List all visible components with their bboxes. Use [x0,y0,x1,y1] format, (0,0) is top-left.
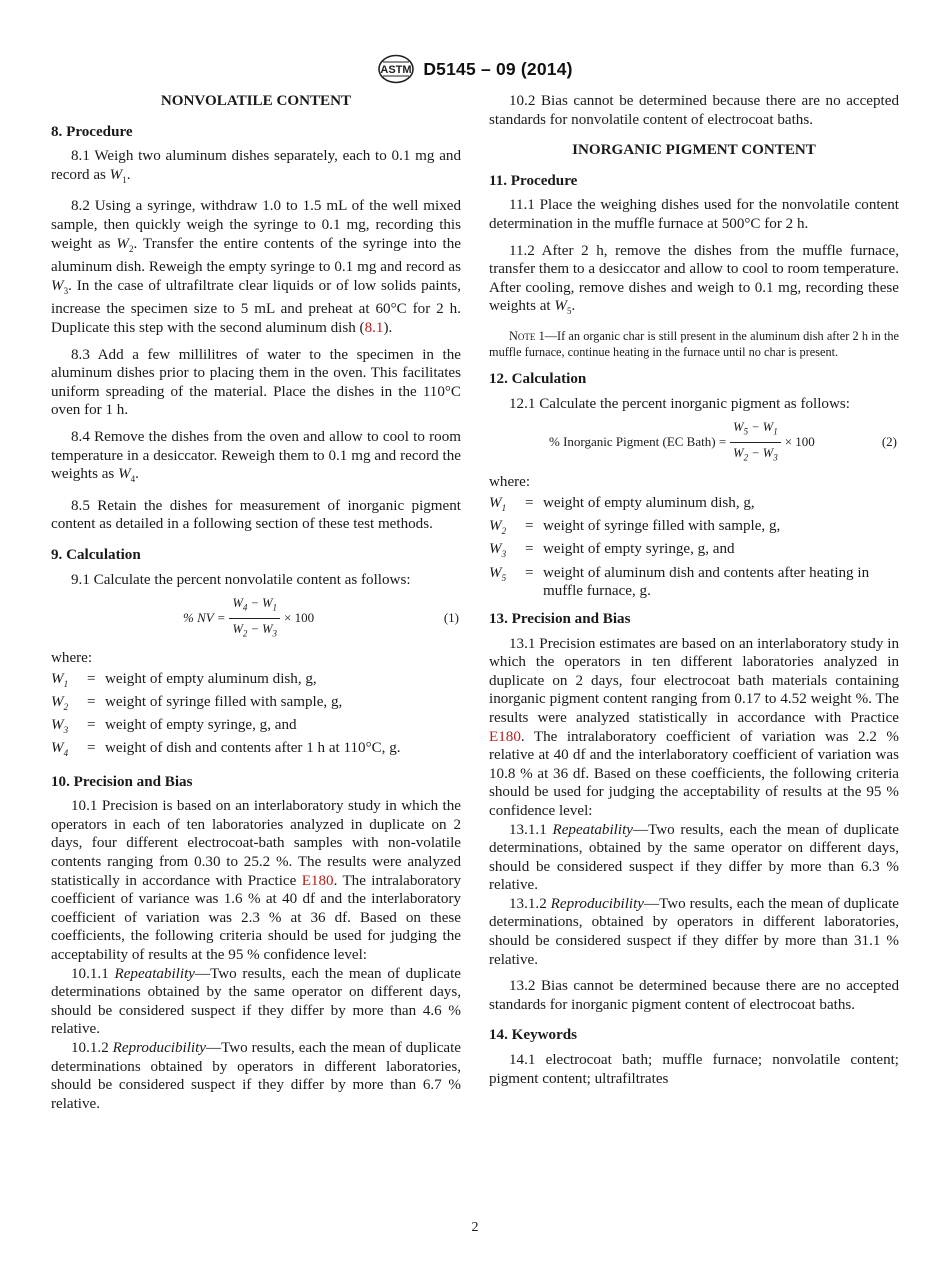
heading-14-keywords: 14. Keywords [489,1027,578,1044]
definition-row: $W_4$ = weight of dish and contents after 1 h at 110°C, g. [51,740,401,759]
para-9-1: 9.1 Calculate the percent nonvolatile content as follows: [71,571,411,588]
equation-2 [489,421,899,463]
heading-9-calculation: 9. Calculation [51,546,141,563]
para-13-1: 13.1 Precision estimates are based on an interlaboratory study in which the operators in ten different laboratories analyzed in duplicate on 2 days, four electrocoat bath materials containing inorganic pigment content ranging from 0.17 to 4.52 weight %. The results were analyzed statistically in accordance with Practice E180. The intralaboratory coefficient of variation was 2.2 % relative at 40 df and the interlaboratory coefficient of variation was 10.8 % at 36 df. Based on these coefficients, the following criteria should be used for judging the acceptability of results at the 95 % confidence level: [489,635,899,819]
para-8-5: 8.5 Retain the dishes for measurement of inorganic pigment content as detailed in a following section of these test methods. [51,497,461,533]
section-title-inorganic-pigment: INORGANIC PIGMENT CONTENT [572,142,816,159]
document-designation: D5145 – 09 (2014) [423,58,573,79]
para-8-1: 8.1 Weigh two aluminum dishes separately, each to 0.1 mg and record as $W_1$. [51,148,461,185]
variable-definitions [489,494,899,600]
ref-link-8-1[interactable]: 8.1 [364,319,384,336]
where-label: where: [489,474,531,491]
para-13-1-2: 13.1.2 Reproducibility—Two results, each the mean of duplicate determinations, obtained by operators in different laboratories, should be considered suspect if they differ by more than 31.1 % relative. [489,895,899,968]
para-8-4: 8.4 Remove the dishes from the oven and allow to cool to room temperature in a desiccator. Reweigh them to 0.1 mg and record the weights as $W_4$. [51,428,461,485]
ref-link-e180[interactable]: E180 [489,728,521,745]
page-number: 2 [471,1220,479,1235]
heading-11-procedure: 11. Procedure [489,172,578,189]
definition-row: $W_3$ = weight of empty syringe, g, and [51,717,297,736]
para-14-1: 14.1 electrocoat bath; muffle furnace; nonvolatile content; pigment content; ultrafiltrates [489,1052,899,1087]
para-8-2: 8.2 Using a syringe, withdraw 1.0 to 1.5 mL of the well mixed sample, then quickly weigh the syringe to 0.1 mg, recording this weight as $W_2$. Transfer the entire contents of the syringe into the aluminum dish. Reweigh the empty syringe to 0.1 mg and record as $W_3$. In the case of ultrafiltrate clear liquids or of low solids paints, increase the specimen size to 5 mL and preheat at 60°C for 2 h. Duplicate this step with the second aluminum dish (8.1). [51,198,461,336]
para-10-2: 10.2 Bias cannot be determined because there are no accepted standards for nonvolatile content of electrocoat baths. [489,93,899,128]
variable-definitions [51,670,461,763]
definition-row: $W_2$ = weight of syringe filled with sample, g, [51,693,343,712]
heading-10-precision-bias: 10. Precision and Bias [51,773,193,790]
para-10-1-1: 10.1.1 Repeatability—Two results, each the mean of duplicate determinations obtained by the same operator on different days, should be considered suspect if they differ by more than 4.6 % relative. [51,965,461,1038]
section-title-nonvolatile: NONVOLATILE CONTENT [160,93,352,109]
para-10-1-2: 10.1.2 Reproducibility—Two results, each the mean of duplicate determinations obtained by operators in different laboratories, should be considered suspect if they differ by more than 6.7 % relative. [51,1039,461,1112]
equation-number: (2) [881,434,897,450]
astm-logo-icon [377,54,415,84]
equation-lhs: % Inorganic Pigment (EC Bath) = [549,434,727,450]
para-11-2: 11.2 After 2 h, remove the dishes from the muffle furnace, transfer them to a desiccator and allow to cool to room temperature. After cooling, remove dishes and weigh to 0.1 mg, recording these weights at $W_5$. [489,242,899,317]
equation-multiplier: × 100 [284,609,315,625]
svg-text:ASTM: ASTM [380,64,412,76]
para-13-1-1: 13.1.1 Repeatability—Two results, each the mean of duplicate determinations, obtained by the same operator on different days, should be considered suspect if they differ by more than 6.3 % relative. [489,821,899,894]
definition-row: $W_3$ = weight of empty syringe, g, and [489,541,735,560]
equation-fraction: $\frac{W_4 - W_1}{W_2 - W_3}$ [229,594,280,643]
para-11-1: 11.1 Place the weighing dishes used for the nonvolatile content determination in the muffle furnace at 500°C for 2 h. [489,197,899,232]
heading-13-precision-bias: 13. Precision and Bias [489,610,631,627]
para-10-1: 10.1 Precision is based on an interlaboratory study in which the operators in each of ten laboratories analyzed in duplicate on 2 days, four different electrocoat-bath samples with non-volatile contents ranging from 0.30 to 25.2 %. The results were analyzed statistically in accordance with Practice E180. The intralaboratory coefficient of variance was 1.6 % at 40 df and the interlaboratory coefficient of variation was 2.3 % at 36 df. Based on these coefficients, the following criteria should be used for judging the acceptability of results at the 95 % confidence level: [51,798,461,963]
equation-fraction: $\frac{W_5 - W_1}{W_2 - W_3}$ [730,418,781,467]
left-column [51,92,461,1113]
heading-8-procedure: 8. Procedure [51,123,133,140]
para-13-2: 13.2 Bias cannot be determined because there are no accepted standards for inorganic pigment content of electrocoat baths. [489,978,899,1013]
para-12-1: 12.1 Calculate the percent inorganic pigment as follows: [509,395,850,412]
definition-row: $W_1$ = weight of empty aluminum dish, g, [51,670,317,689]
equation-lhs: % NV = [183,609,226,625]
right-column [489,92,899,1096]
equation-multiplier: × 100 [784,434,815,450]
para-8-3: 8.3 Add a few millilitres of water to the specimen in the aluminum dishes prior to placing them in the oven. This facilitates uniform spreading of the material. Place the dishes in the 110°C oven for 1 h. [51,346,461,419]
definition-row: $W_1$ = weight of empty aluminum dish, g, [489,494,755,513]
equation-number: (1) [443,610,459,626]
heading-12-calculation: 12. Calculation [489,371,587,388]
definition-row: $W_5$ = weight of aluminum dish and contents after heating in muffle furnace, g. [489,564,870,599]
note-1: Note 1—If an organic char is still present in the aluminum dish after 2 h in the muffle furnace, continue heating in the furnace until no char is present. [489,328,899,359]
ref-link-e180[interactable]: E180 [301,872,334,889]
definition-row: $W_2$ = weight of syringe filled with sample, g, [489,518,781,537]
where-label: where: [51,650,93,667]
page-header [0,54,950,84]
equation-1 [51,597,461,639]
